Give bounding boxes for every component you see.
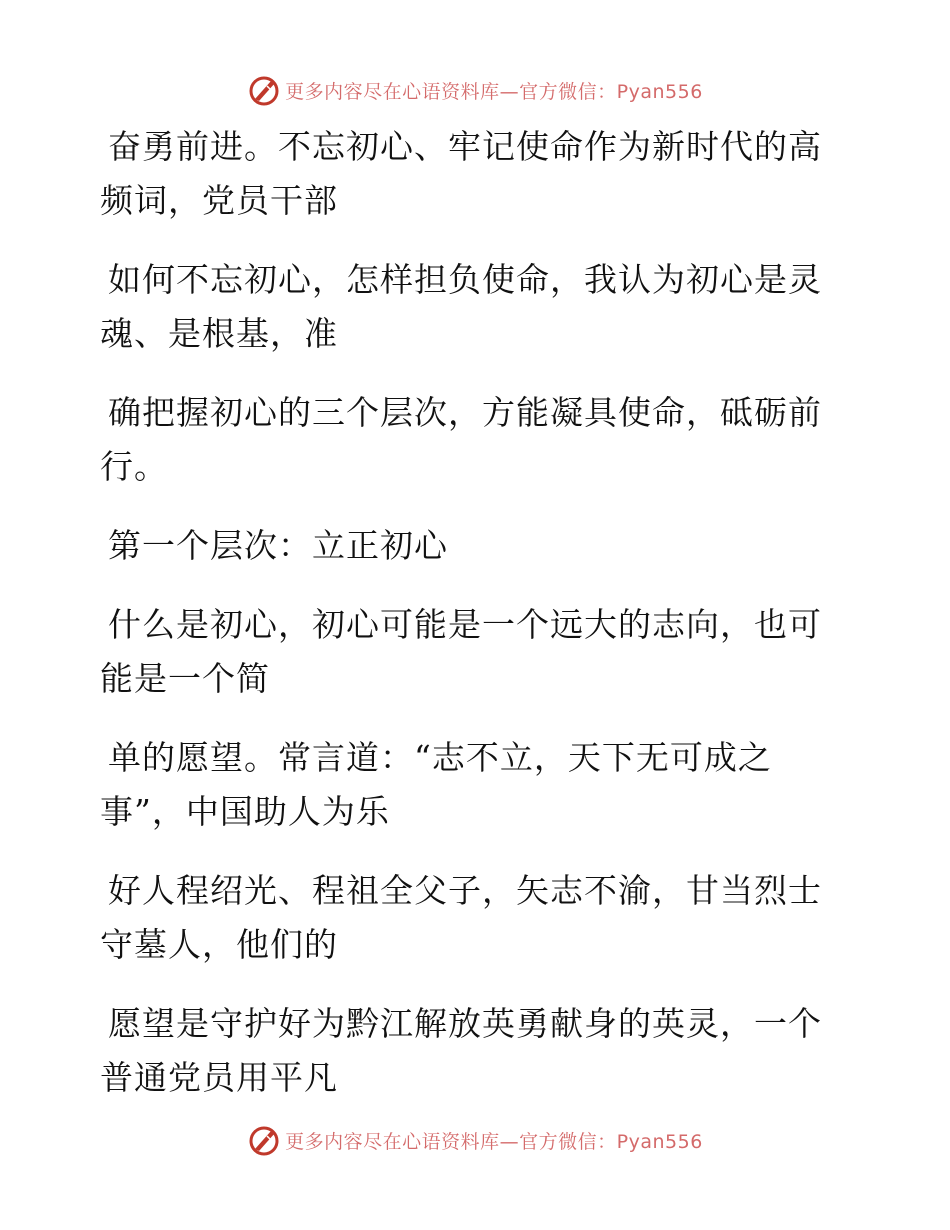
document-body	[100, 120, 840, 1130]
footer-watermark	[0, 1120, 950, 1160]
paragraph-3: 确把握初心的三个层次，方能凝具使命，砥砺前行。	[100, 393, 822, 486]
paragraph-5: 什么是初心，初心可能是一个远大的志向，也可能是一个简	[100, 605, 822, 698]
paragraph-1: 奋勇前进。不忘初心、牢记使命作为新时代的高频词，党员干部	[100, 127, 822, 220]
pen-circle-icon	[247, 73, 281, 107]
footer-watermark-text: 更多内容尽在心语资料库—官方微信：Pyan556	[285, 1130, 703, 1153]
paragraph-8: 愿望是守护好为黔江解放英勇献身的英灵，一个普通党员用平凡	[100, 1004, 822, 1097]
header-watermark	[0, 70, 950, 110]
paragraph-7: 好人程绍光、程祖全父子，矢志不渝，甘当烈士守墓人，他们的	[100, 871, 822, 964]
pen-circle-icon	[247, 1123, 281, 1157]
section-heading: 第一个层次：立正初心	[108, 526, 448, 565]
header-watermark-text: 更多内容尽在心语资料库—官方微信：Pyan556	[285, 80, 703, 103]
paragraph-2: 如何不忘初心，怎样担负使命，我认为初心是灵魂、是根基，准	[100, 260, 822, 353]
paragraph-6: 单的愿望。常言道：“志不立，天下无可成之事”，中国助人为乐	[100, 738, 772, 831]
